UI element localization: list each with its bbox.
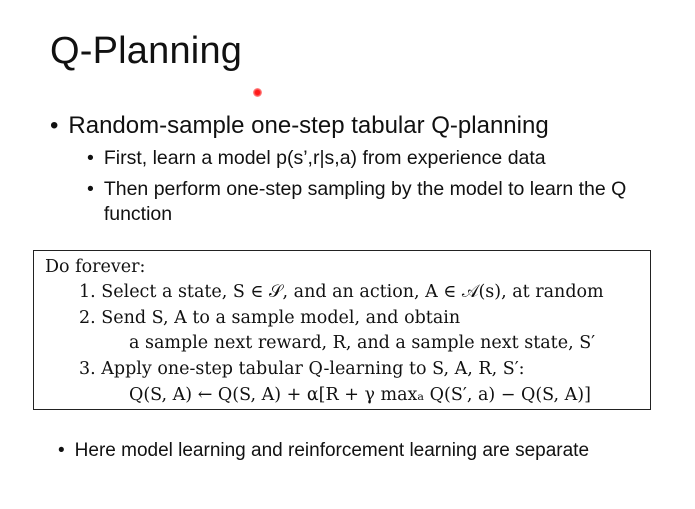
- main-bullet-text: Random-sample one-step tabular Q-planning: [68, 112, 549, 139]
- bullet-dot-icon: •: [58, 440, 65, 461]
- sub-bullet-2: [87, 177, 667, 227]
- algorithm-line-1: 1. Select a state, S ∈ 𝒮, and an action, A ∈ 𝒜(s), at random: [79, 282, 604, 302]
- bottom-bullet: [58, 440, 589, 462]
- slide-title: Q-Planning: [50, 30, 243, 72]
- main-bullet: [50, 112, 549, 140]
- sub-bullet-1: [87, 146, 667, 171]
- sub-bullet-2-text: Then perform one-step sampling by the model to learn the Q function: [103, 178, 627, 225]
- algorithm-line-4: 3. Apply one-step tabular Q-learning to S, A, R, S′:: [79, 359, 525, 379]
- bullet-dot-icon: •: [87, 147, 94, 169]
- algorithm-line-2: 2. Send S, A to a sample model, and obtain: [79, 308, 461, 328]
- bullet-dot-icon: •: [87, 178, 94, 200]
- algorithm-line-5: Q(S, A) ← Q(S, A) + α[R + γ maxₐ Q(S′, a) − Q(S, A)]: [129, 385, 591, 405]
- algorithm-line-3: a sample next reward, R, and a sample next state, S′: [129, 333, 596, 353]
- algorithm-line-0: Do forever:: [45, 257, 146, 277]
- bullet-dot-icon: •: [50, 112, 59, 139]
- algorithm-box: [33, 250, 651, 410]
- laser-pointer-icon: [253, 88, 262, 97]
- sub-bullet-1-text: First, learn a model p(s’,r|s,a) from experience data: [103, 147, 546, 169]
- bottom-bullet-text: Here model learning and reinforcement learning are separate: [74, 440, 590, 461]
